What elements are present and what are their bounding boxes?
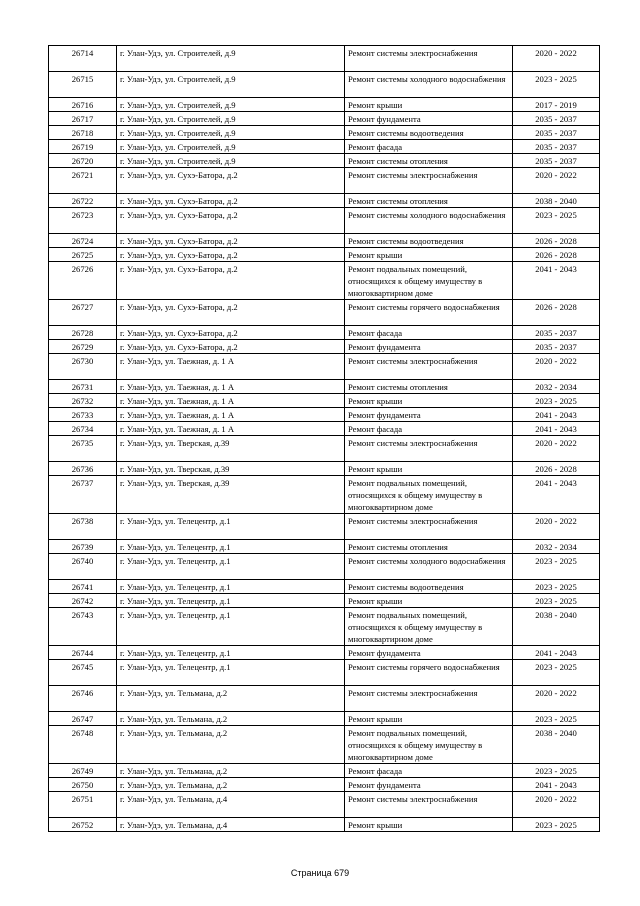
page-number: Страница 679 [290, 868, 350, 878]
cell-period: 2038 - 2040 [513, 726, 600, 764]
cell-work: Ремонт системы электроснабжения [345, 686, 513, 712]
cell-period: 2020 - 2022 [513, 46, 600, 72]
cell-address: г. Улан-Удэ, ул. Тверская, д.39 [117, 436, 345, 462]
table-row [49, 580, 600, 594]
cell-period: 2026 - 2028 [513, 248, 600, 262]
table-row [49, 514, 600, 540]
table-row [49, 354, 600, 380]
cell-address: г. Улан-Удэ, ул. Таежная, д. 1 А [117, 394, 345, 408]
cell-work: Ремонт подвальных помещений, относящихся к общему имуществу в многоквартирном доме [345, 262, 513, 300]
cell-id: 26718 [49, 126, 117, 140]
cell-id: 26730 [49, 354, 117, 380]
cell-work: Ремонт подвальных помещений, относящихся к общему имуществу в многоквартирном доме [345, 476, 513, 514]
cell-address: г. Улан-Удэ, ул. Телецентр, д.1 [117, 608, 345, 646]
repair-schedule-table [48, 45, 600, 832]
cell-period: 2041 - 2043 [513, 262, 600, 300]
table-row [49, 712, 600, 726]
cell-work: Ремонт фундамента [345, 646, 513, 660]
cell-period: 2035 - 2037 [513, 126, 600, 140]
cell-id: 26738 [49, 514, 117, 540]
cell-address: г. Улан-Удэ, ул. Строителей, д.9 [117, 98, 345, 112]
cell-address: г. Улан-Удэ, ул. Сухэ-Батора, д.2 [117, 168, 345, 194]
cell-id: 26748 [49, 726, 117, 764]
cell-address: г. Улан-Удэ, ул. Телецентр, д.1 [117, 594, 345, 608]
table-row [49, 248, 600, 262]
table-row [49, 140, 600, 154]
table-row [49, 168, 600, 194]
cell-address: г. Улан-Удэ, ул. Сухэ-Батора, д.2 [117, 262, 345, 300]
cell-work: Ремонт крыши [345, 594, 513, 608]
table-row [49, 792, 600, 818]
cell-address: г. Улан-Удэ, ул. Сухэ-Батора, д.2 [117, 234, 345, 248]
table-row [49, 818, 600, 832]
cell-period: 2035 - 2037 [513, 154, 600, 168]
cell-address: г. Улан-Удэ, ул. Тельмана, д.2 [117, 764, 345, 778]
cell-id: 26721 [49, 168, 117, 194]
cell-period: 2035 - 2037 [513, 112, 600, 126]
cell-work: Ремонт системы водоотведения [345, 580, 513, 594]
cell-work: Ремонт системы электроснабжения [345, 354, 513, 380]
cell-id: 26716 [49, 98, 117, 112]
table-row [49, 462, 600, 476]
cell-id: 26726 [49, 262, 117, 300]
cell-address: г. Улан-Удэ, ул. Тельмана, д.2 [117, 712, 345, 726]
table-row [49, 540, 600, 554]
cell-address: г. Улан-Удэ, ул. Тельмана, д.4 [117, 792, 345, 818]
cell-period: 2020 - 2022 [513, 168, 600, 194]
cell-address: г. Улан-Удэ, ул. Сухэ-Батора, д.2 [117, 300, 345, 326]
cell-work: Ремонт фундамента [345, 112, 513, 126]
cell-id: 26741 [49, 580, 117, 594]
table-row [49, 476, 600, 514]
cell-work: Ремонт системы отопления [345, 194, 513, 208]
cell-period: 2041 - 2043 [513, 646, 600, 660]
cell-period: 2023 - 2025 [513, 580, 600, 594]
table-row [49, 660, 600, 686]
cell-work: Ремонт крыши [345, 712, 513, 726]
table-row [49, 380, 600, 394]
table-row [49, 778, 600, 792]
table-row [49, 608, 600, 646]
cell-address: г. Улан-Удэ, ул. Сухэ-Батора, д.2 [117, 326, 345, 340]
cell-period: 2023 - 2025 [513, 660, 600, 686]
cell-address: г. Улан-Удэ, ул. Сухэ-Батора, д.2 [117, 340, 345, 354]
cell-id: 26739 [49, 540, 117, 554]
cell-id: 26719 [49, 140, 117, 154]
cell-id: 26744 [49, 646, 117, 660]
cell-period: 2035 - 2037 [513, 140, 600, 154]
cell-period: 2023 - 2025 [513, 394, 600, 408]
cell-period: 2020 - 2022 [513, 354, 600, 380]
cell-address: г. Улан-Удэ, ул. Сухэ-Батора, д.2 [117, 248, 345, 262]
table-row [49, 394, 600, 408]
table-row [49, 686, 600, 712]
cell-period: 2035 - 2037 [513, 340, 600, 354]
cell-work: Ремонт фасада [345, 326, 513, 340]
cell-work: Ремонт фундамента [345, 408, 513, 422]
cell-address: г. Улан-Удэ, ул. Тверская, д.39 [117, 462, 345, 476]
cell-period: 2023 - 2025 [513, 712, 600, 726]
cell-period: 2026 - 2028 [513, 462, 600, 476]
cell-id: 26746 [49, 686, 117, 712]
cell-period: 2020 - 2022 [513, 514, 600, 540]
cell-period: 2020 - 2022 [513, 686, 600, 712]
table-row [49, 408, 600, 422]
cell-address: г. Улан-Удэ, ул. Телецентр, д.1 [117, 580, 345, 594]
cell-address: г. Улан-Удэ, ул. Сухэ-Батора, д.2 [117, 194, 345, 208]
cell-id: 26720 [49, 154, 117, 168]
cell-work: Ремонт системы водоотведения [345, 126, 513, 140]
table-row [49, 98, 600, 112]
cell-period: 2017 - 2019 [513, 98, 600, 112]
cell-id: 26737 [49, 476, 117, 514]
cell-work: Ремонт системы отопления [345, 154, 513, 168]
cell-id: 26729 [49, 340, 117, 354]
cell-work: Ремонт системы электроснабжения [345, 514, 513, 540]
cell-address: г. Улан-Удэ, ул. Таежная, д. 1 А [117, 380, 345, 394]
table-row [49, 46, 600, 72]
cell-id: 26750 [49, 778, 117, 792]
cell-address: г. Улан-Удэ, ул. Строителей, д.9 [117, 112, 345, 126]
cell-address: г. Улан-Удэ, ул. Строителей, д.9 [117, 140, 345, 154]
table-row [49, 72, 600, 98]
cell-address: г. Улан-Удэ, ул. Тельмана, д.2 [117, 726, 345, 764]
cell-address: г. Улан-Удэ, ул. Строителей, д.9 [117, 72, 345, 98]
cell-work: Ремонт системы холодного водоснабжения [345, 72, 513, 98]
cell-work: Ремонт системы отопления [345, 380, 513, 394]
cell-id: 26736 [49, 462, 117, 476]
cell-id: 26747 [49, 712, 117, 726]
cell-period: 2041 - 2043 [513, 422, 600, 436]
cell-period: 2023 - 2025 [513, 554, 600, 580]
cell-work: Ремонт фундамента [345, 340, 513, 354]
cell-id: 26733 [49, 408, 117, 422]
cell-work: Ремонт крыши [345, 818, 513, 832]
cell-work: Ремонт системы электроснабжения [345, 436, 513, 462]
cell-period: 2041 - 2043 [513, 778, 600, 792]
cell-id: 26727 [49, 300, 117, 326]
cell-address: г. Улан-Удэ, ул. Тельмана, д.4 [117, 818, 345, 832]
cell-id: 26728 [49, 326, 117, 340]
cell-address: г. Улан-Удэ, ул. Телецентр, д.1 [117, 514, 345, 540]
cell-period: 2026 - 2028 [513, 234, 600, 248]
cell-work: Ремонт крыши [345, 394, 513, 408]
cell-period: 2023 - 2025 [513, 72, 600, 98]
cell-id: 26752 [49, 818, 117, 832]
cell-id: 26743 [49, 608, 117, 646]
table-row [49, 436, 600, 462]
cell-id: 26715 [49, 72, 117, 98]
cell-id: 26731 [49, 380, 117, 394]
cell-id: 26723 [49, 208, 117, 234]
cell-id: 26749 [49, 764, 117, 778]
cell-address: г. Улан-Удэ, ул. Строителей, д.9 [117, 46, 345, 72]
table-row [49, 326, 600, 340]
cell-work: Ремонт системы холодного водоснабжения [345, 208, 513, 234]
cell-address: г. Улан-Удэ, ул. Телецентр, д.1 [117, 540, 345, 554]
cell-id: 26734 [49, 422, 117, 436]
cell-id: 26740 [49, 554, 117, 580]
table-row [49, 194, 600, 208]
table-row [49, 340, 600, 354]
cell-id: 26725 [49, 248, 117, 262]
cell-address: г. Улан-Удэ, ул. Строителей, д.9 [117, 154, 345, 168]
table-row [49, 422, 600, 436]
cell-period: 2023 - 2025 [513, 594, 600, 608]
table-row [49, 646, 600, 660]
table-row [49, 112, 600, 126]
cell-address: г. Улан-Удэ, ул. Таежная, д. 1 А [117, 422, 345, 436]
cell-period: 2023 - 2025 [513, 764, 600, 778]
cell-id: 26745 [49, 660, 117, 686]
cell-address: г. Улан-Удэ, ул. Тельмана, д.2 [117, 778, 345, 792]
table-row [49, 764, 600, 778]
cell-period: 2032 - 2034 [513, 380, 600, 394]
cell-work: Ремонт фундамента [345, 778, 513, 792]
cell-work: Ремонт фасада [345, 764, 513, 778]
cell-work: Ремонт системы отопления [345, 540, 513, 554]
cell-work: Ремонт системы горячего водоснабжения [345, 660, 513, 686]
cell-id: 26735 [49, 436, 117, 462]
cell-address: г. Улан-Удэ, ул. Сухэ-Батора, д.2 [117, 208, 345, 234]
cell-work: Ремонт системы горячего водоснабжения [345, 300, 513, 326]
cell-address: г. Улан-Удэ, ул. Тельмана, д.2 [117, 686, 345, 712]
table-row [49, 262, 600, 300]
cell-address: г. Улан-Удэ, ул. Таежная, д. 1 А [117, 408, 345, 422]
cell-id: 26751 [49, 792, 117, 818]
cell-work: Ремонт системы холодного водоснабжения [345, 554, 513, 580]
cell-period: 2032 - 2034 [513, 540, 600, 554]
table-row [49, 234, 600, 248]
cell-period: 2038 - 2040 [513, 194, 600, 208]
cell-work: Ремонт крыши [345, 462, 513, 476]
table-row [49, 300, 600, 326]
table-row [49, 594, 600, 608]
cell-id: 26732 [49, 394, 117, 408]
cell-address: г. Улан-Удэ, ул. Телецентр, д.1 [117, 646, 345, 660]
cell-work: Ремонт системы электроснабжения [345, 46, 513, 72]
table-row [49, 208, 600, 234]
cell-period: 2020 - 2022 [513, 436, 600, 462]
cell-period: 2023 - 2025 [513, 208, 600, 234]
table-row [49, 554, 600, 580]
cell-id: 26724 [49, 234, 117, 248]
cell-work: Ремонт фасада [345, 140, 513, 154]
cell-work: Ремонт подвальных помещений, относящихся к общему имуществу в многоквартирном доме [345, 608, 513, 646]
table-body [49, 46, 600, 832]
cell-address: г. Улан-Удэ, ул. Телецентр, д.1 [117, 660, 345, 686]
cell-work: Ремонт системы электроснабжения [345, 792, 513, 818]
table-row [49, 126, 600, 140]
cell-id: 26717 [49, 112, 117, 126]
cell-period: 2020 - 2022 [513, 792, 600, 818]
cell-period: 2038 - 2040 [513, 608, 600, 646]
cell-work: Ремонт системы электроснабжения [345, 168, 513, 194]
cell-work: Ремонт системы водоотведения [345, 234, 513, 248]
cell-period: 2023 - 2025 [513, 818, 600, 832]
cell-period: 2041 - 2043 [513, 476, 600, 514]
cell-period: 2035 - 2037 [513, 326, 600, 340]
cell-id: 26722 [49, 194, 117, 208]
table-row [49, 154, 600, 168]
cell-work: Ремонт подвальных помещений, относящихся к общему имуществу в многоквартирном доме [345, 726, 513, 764]
cell-work: Ремонт крыши [345, 248, 513, 262]
cell-address: г. Улан-Удэ, ул. Строителей, д.9 [117, 126, 345, 140]
cell-address: г. Улан-Удэ, ул. Телецентр, д.1 [117, 554, 345, 580]
table-row [49, 726, 600, 764]
cell-period: 2026 - 2028 [513, 300, 600, 326]
cell-period: 2041 - 2043 [513, 408, 600, 422]
cell-work: Ремонт крыши [345, 98, 513, 112]
cell-id: 26742 [49, 594, 117, 608]
cell-id: 26714 [49, 46, 117, 72]
cell-address: г. Улан-Удэ, ул. Таежная, д. 1 А [117, 354, 345, 380]
cell-address: г. Улан-Удэ, ул. Тверская, д.39 [117, 476, 345, 514]
cell-work: Ремонт фасада [345, 422, 513, 436]
